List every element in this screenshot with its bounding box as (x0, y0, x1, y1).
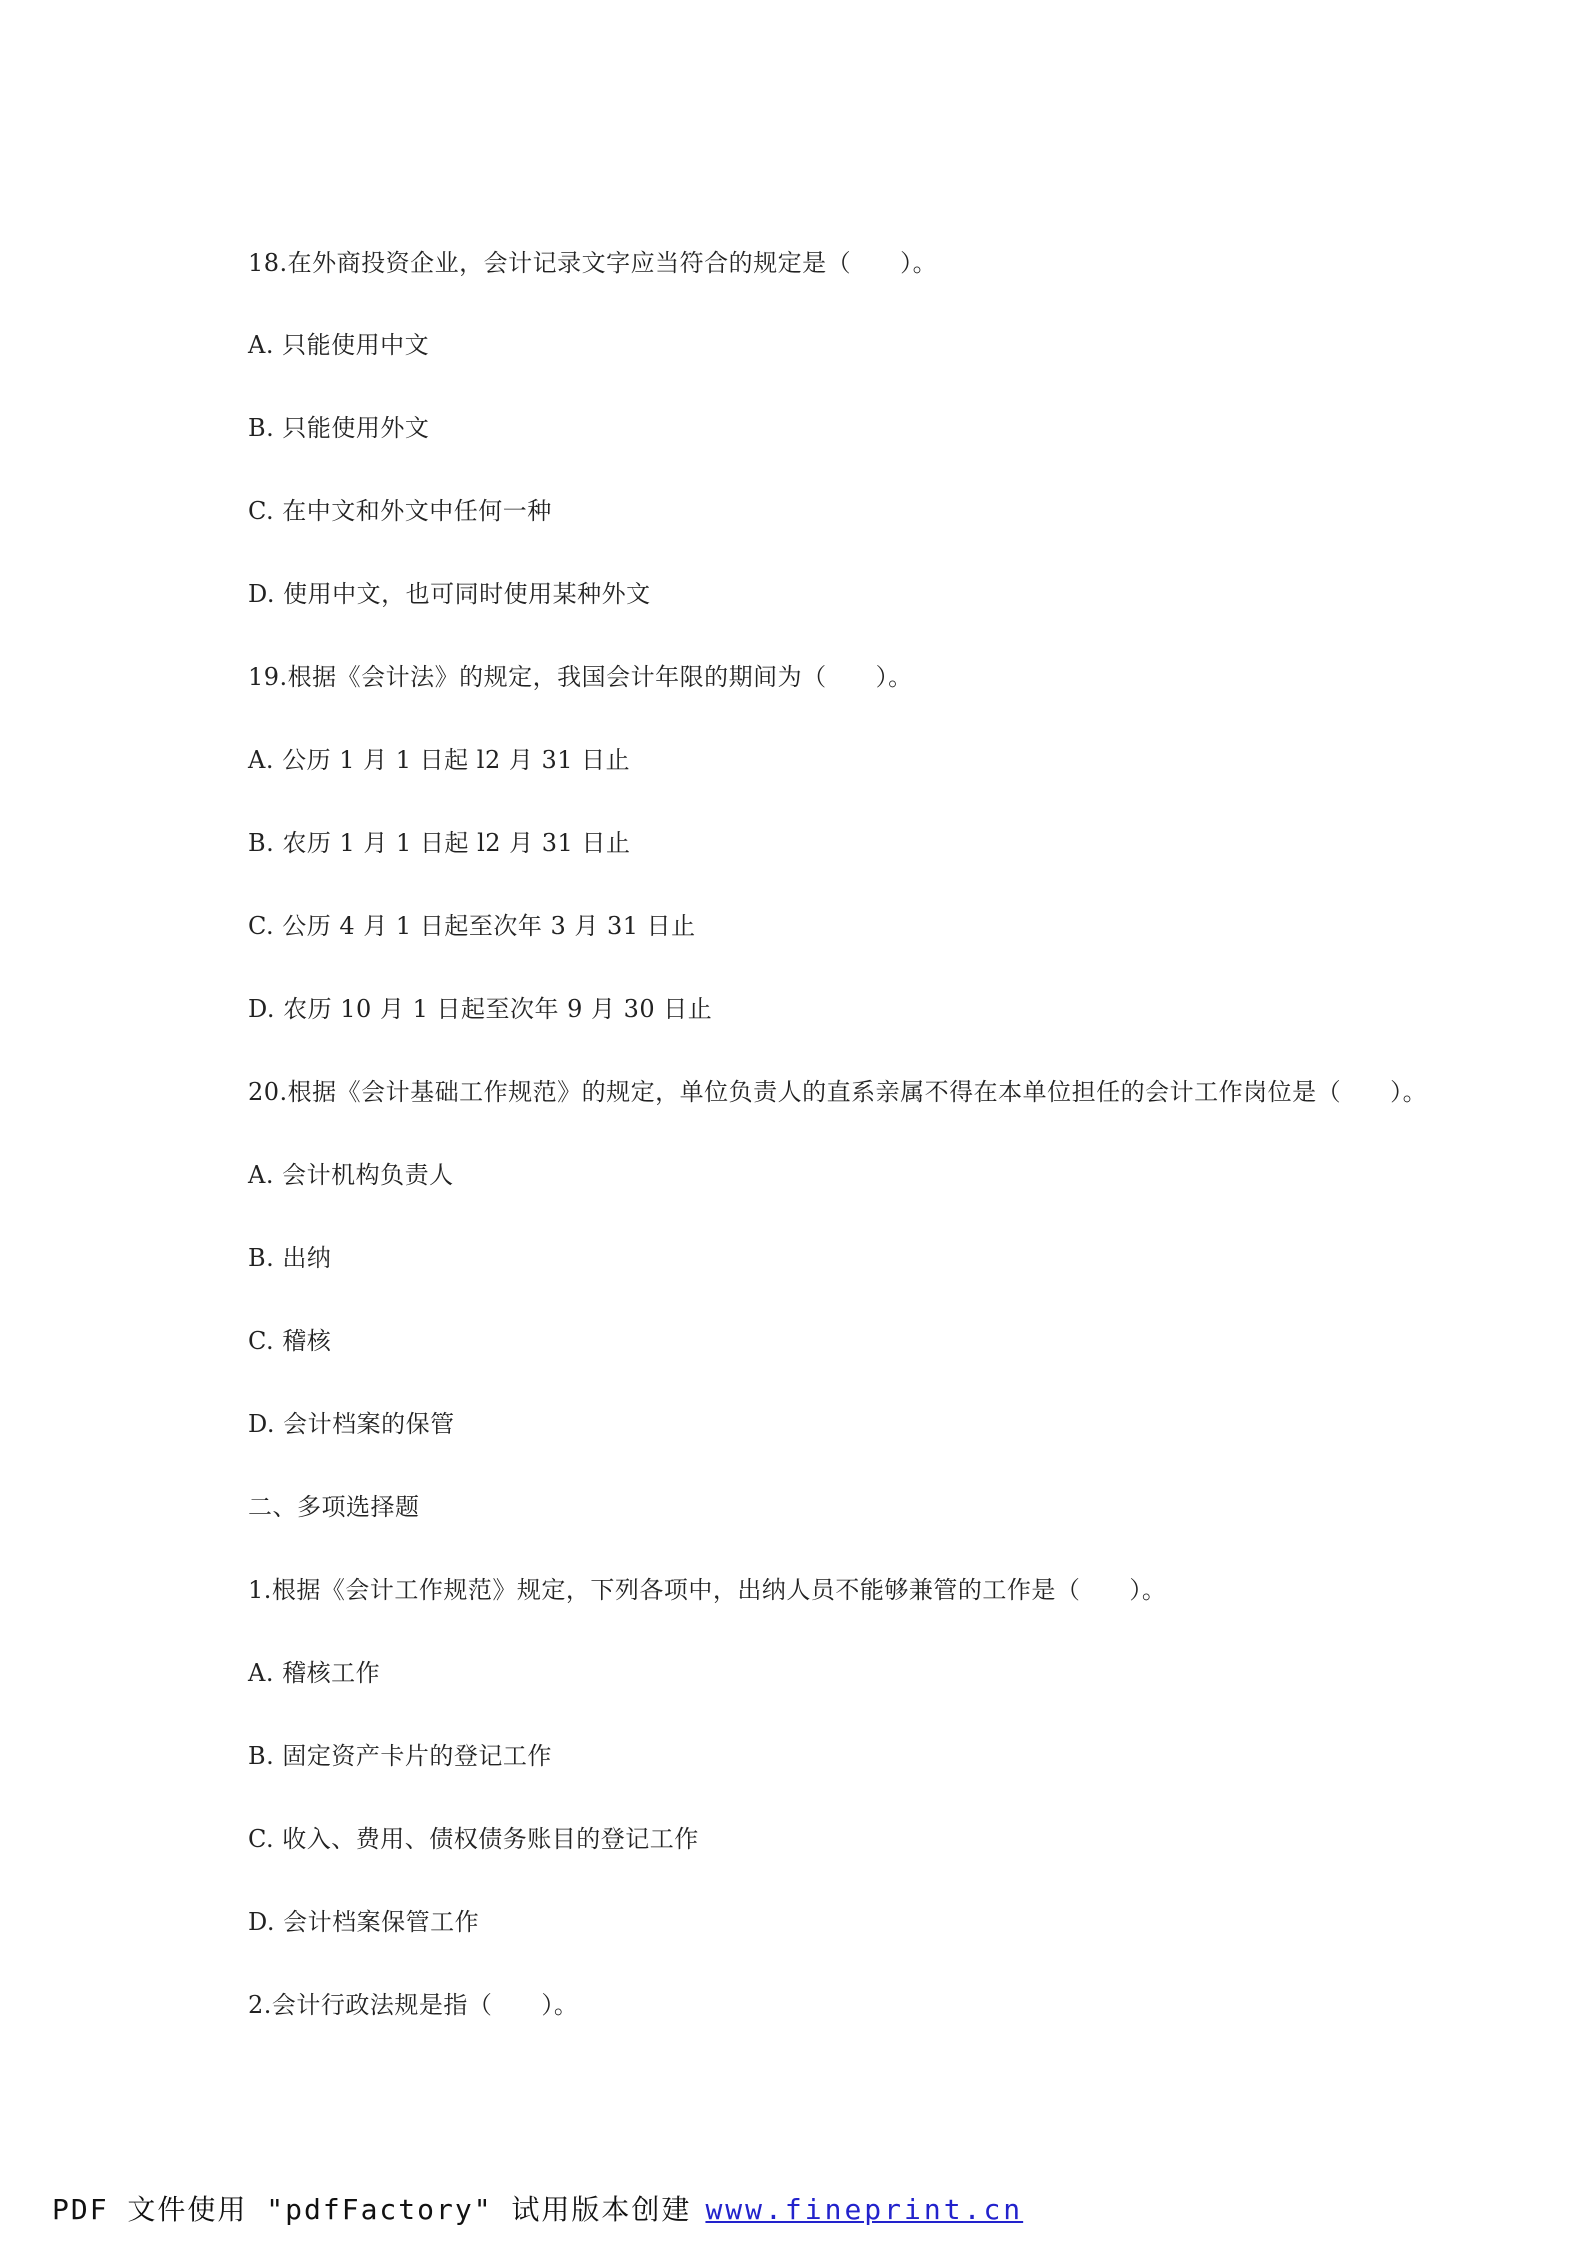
fineprint-link[interactable]: www.fineprint.cn (705, 2193, 1024, 2226)
section-heading: 二、多项选择题 (248, 1493, 420, 1521)
q20-option-a: A. 会计机构负责人 (248, 1161, 454, 1189)
q18-option-d: D. 使用中文，也可同时使用某种外文 (248, 580, 651, 608)
footer-text: PDF 文件使用 "pdfFactory" 试用版本创建 (52, 2193, 692, 2226)
mq1-option-b: B. 固定资产卡片的登记工作 (248, 1742, 552, 1770)
q19-option-b: B. 农历 1 月 1 日起 l2 月 31 日止 (248, 829, 631, 857)
multi-question-1: 1.根据《会计工作规范》规定，下列各项中，出纳人员不能够兼管的工作是（ ）。 (248, 1576, 1167, 1604)
q19-option-a: A. 公历 1 月 1 日起 l2 月 31 日止 (248, 746, 631, 774)
pdf-watermark-footer (52, 2192, 1023, 2228)
q20-option-d: D. 会计档案的保管 (248, 1410, 455, 1438)
q18-option-b: B. 只能使用外文 (248, 414, 430, 442)
q20-option-c: C. 稽核 (248, 1327, 332, 1355)
mq1-option-a: A. 稽核工作 (248, 1659, 381, 1687)
multi-question-2: 2.会计行政法规是指（ ）。 (248, 1991, 579, 2019)
q18-option-c: C. 在中文和外文中任何一种 (248, 497, 552, 525)
q19-option-c: C. 公历 4 月 1 日起至次年 3 月 31 日止 (248, 912, 696, 940)
question-19: 19.根据《会计法》的规定，我国会计年限的期间为（ ）。 (248, 663, 913, 691)
q18-option-a: A. 只能使用中文 (248, 331, 430, 359)
q19-option-d: D. 农历 10 月 1 日起至次年 9 月 30 日止 (248, 995, 713, 1023)
mq1-option-d: D. 会计档案保管工作 (248, 1908, 480, 1936)
q20-option-b: B. 出纳 (248, 1244, 332, 1272)
question-20: 20.根据《会计基础工作规范》的规定，单位负责人的直系亲属不得在本单位担任的会计工作岗位是（ ）。 (248, 1078, 1428, 1106)
question-18: 18.在外商投资企业，会计记录文字应当符合的规定是（ ）。 (248, 249, 938, 277)
mq1-option-c: C. 收入、费用、债权债务账目的登记工作 (248, 1825, 699, 1853)
